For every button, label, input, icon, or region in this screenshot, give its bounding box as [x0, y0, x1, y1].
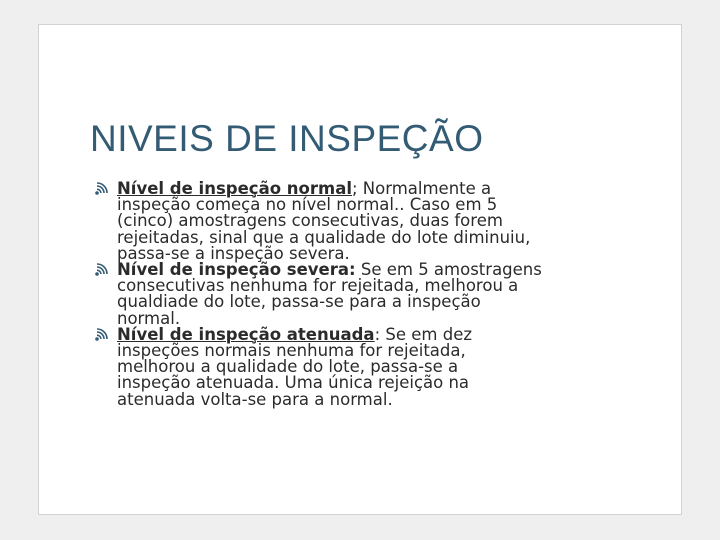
bullet-line: rejeitadas, sinal que a qualidade do lote diminuiu,	[117, 227, 531, 247]
slide-title: NIVEIS DE INSPEÇÃO	[90, 118, 484, 159]
bullet-line: normal.	[117, 308, 181, 328]
bullet-line: melhorou a qualidade do lote, passa-se a	[117, 357, 459, 377]
bullet-normal	[94, 181, 614, 262]
bullet-line: consecutivas nenhuma for rejeitada, melhorou a	[117, 276, 519, 296]
wifi-signal-icon	[94, 182, 114, 196]
wifi-signal-icon	[94, 328, 114, 342]
bullet-list	[94, 181, 614, 408]
bullet-term: Nível de inspeção normal	[117, 179, 352, 198]
bullet-line: qualdiade do lote, passa-se para a inspeção	[117, 292, 481, 312]
bullet-line: passa-se a inspeção severa.	[117, 243, 350, 263]
bullet-line: inspeções normais nenhuma for rejeitada,	[117, 341, 466, 361]
bullet-severa	[94, 262, 614, 327]
bullet-line: inspeção atenuada. Uma única rejeição na	[117, 373, 470, 393]
wifi-signal-icon	[94, 263, 114, 277]
bullet-term: Nível de inspeção atenuada	[117, 324, 375, 344]
bullet-atenuada	[94, 324, 614, 409]
bullet-line: inspeção começa no nível normal.. Caso em 5	[117, 195, 498, 215]
bullet-text: ; Normalmente a	[351, 179, 492, 198]
bullet-line: (cinco) amostragens consecutivas, duas forem	[117, 211, 503, 231]
bullet-line: atenuada volta-se para a normal.	[117, 389, 393, 409]
bullet-text: : Se em dez	[374, 324, 473, 344]
bullet-term: Nível de inspeção severa:	[117, 260, 356, 280]
bullet-text: Se em 5 amostragens	[355, 260, 542, 280]
